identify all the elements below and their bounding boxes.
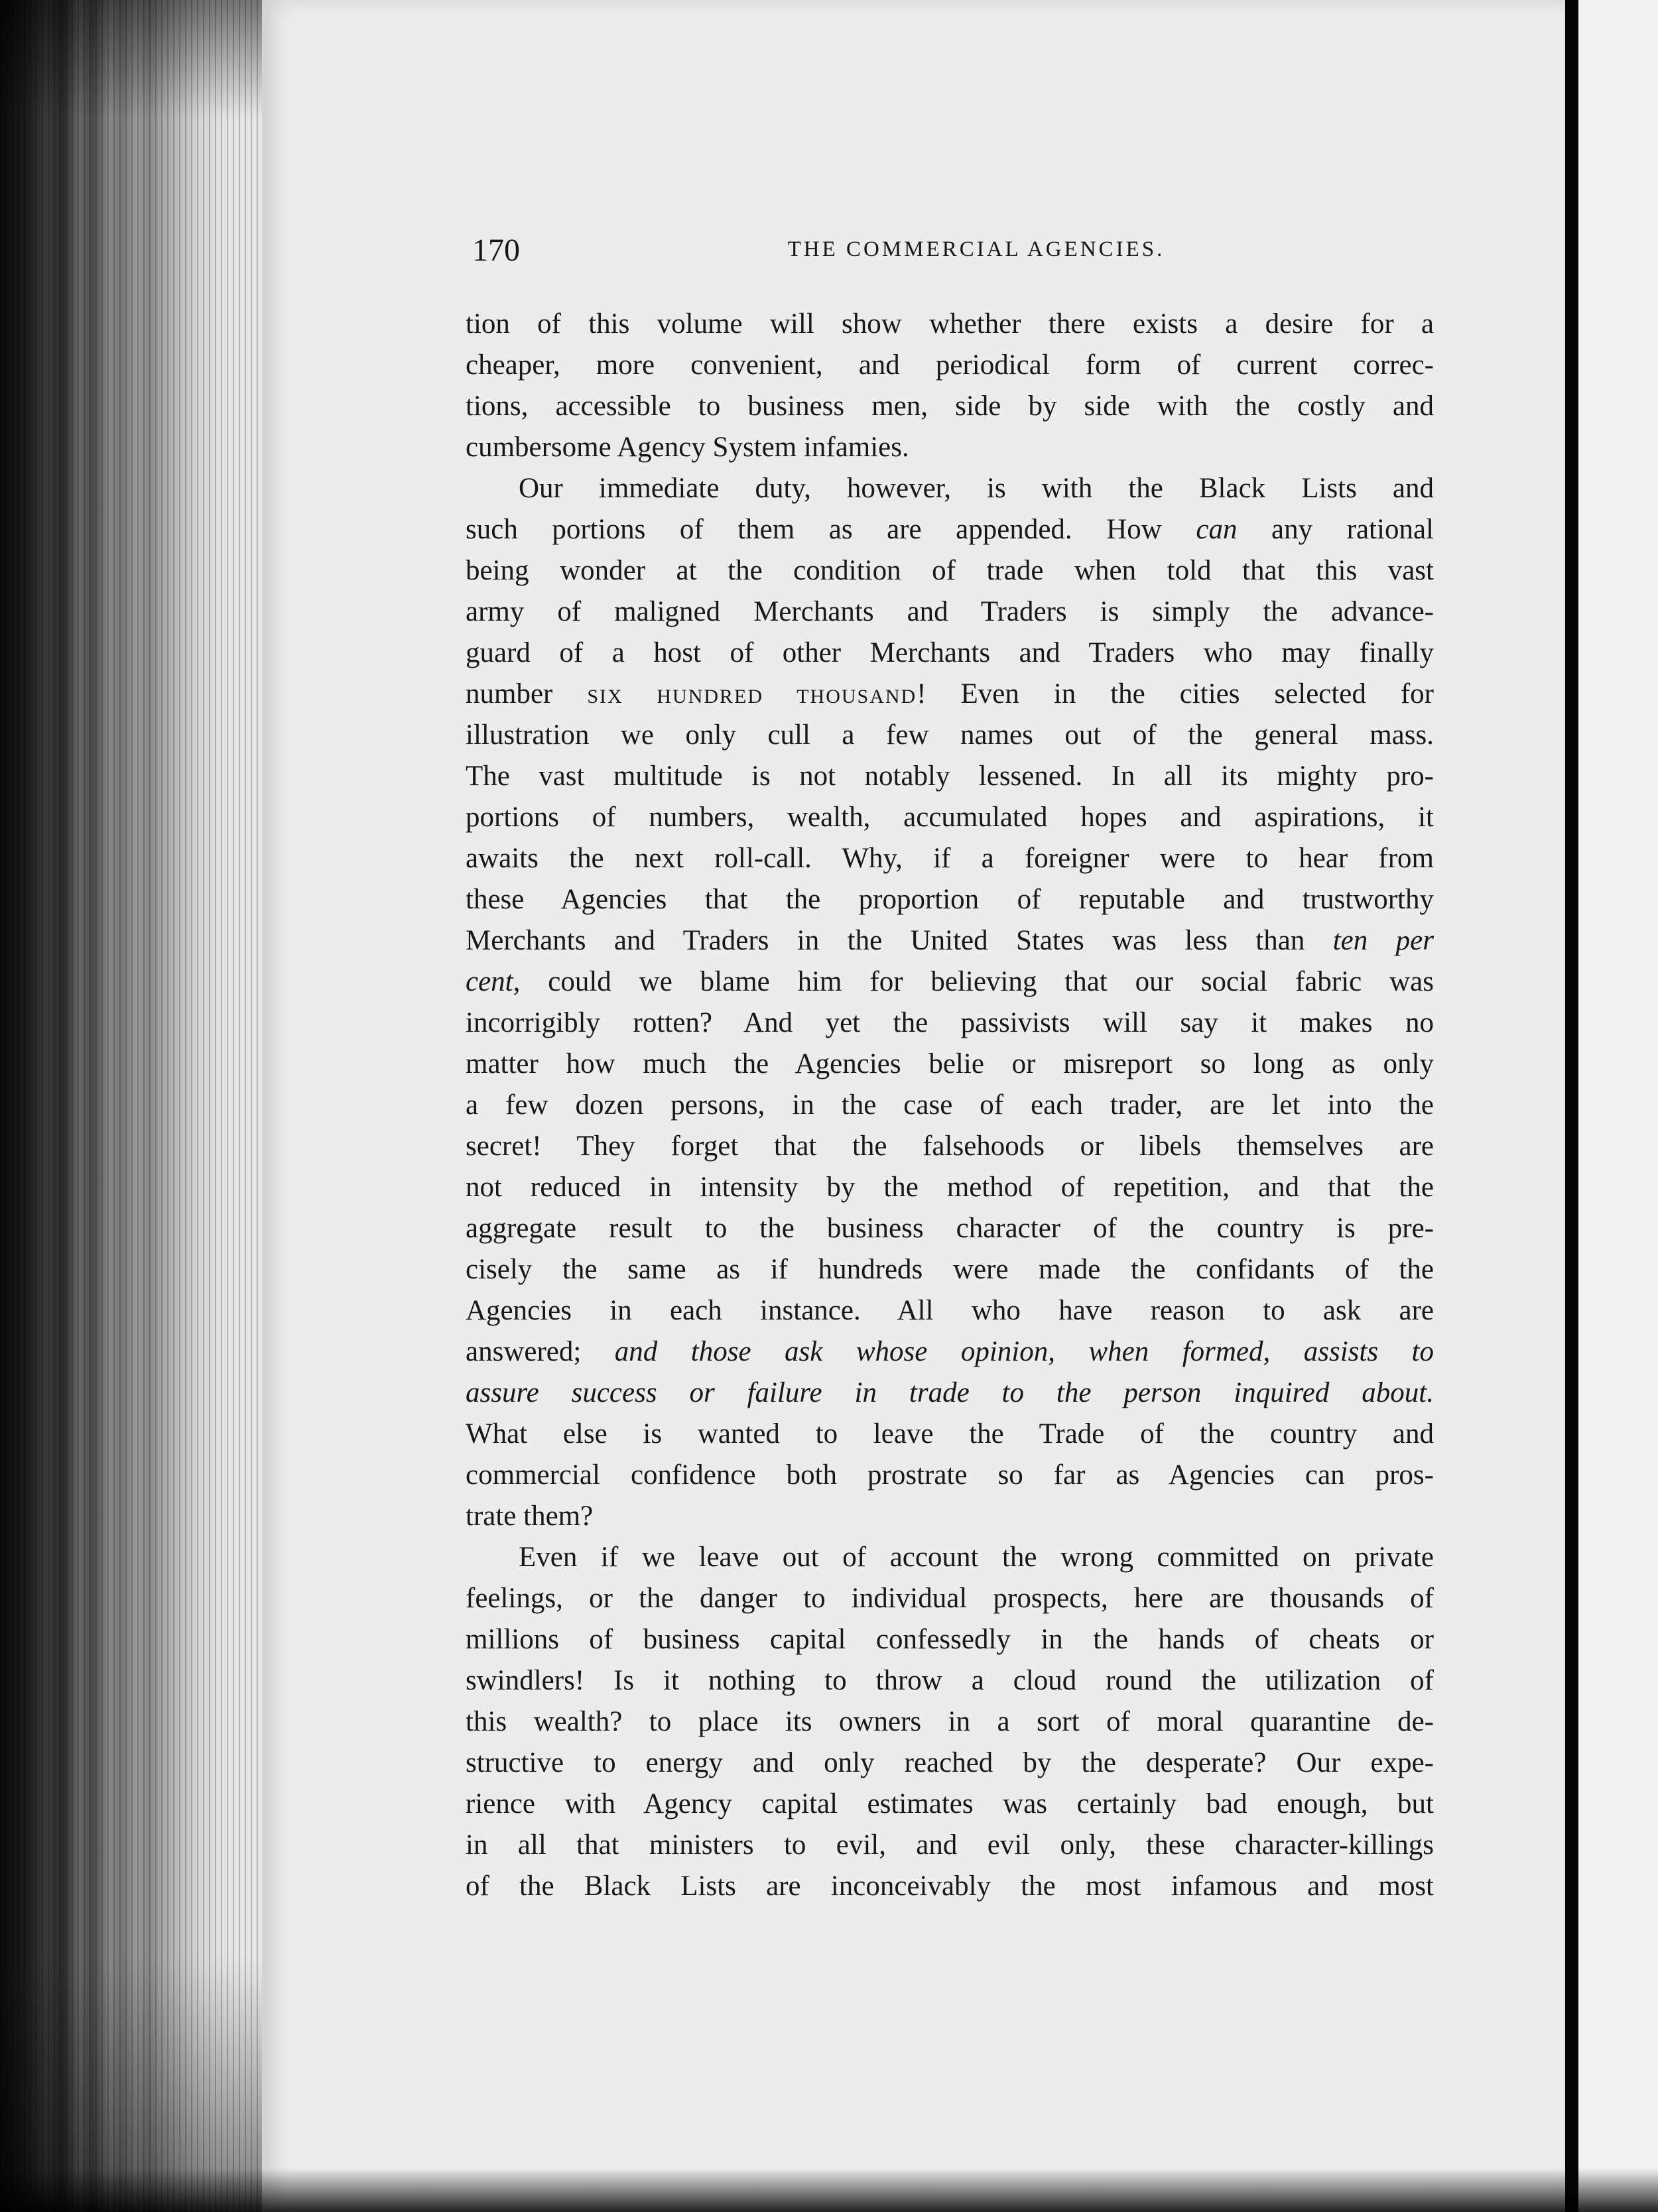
scan-bottom-edge xyxy=(0,2168,1658,2212)
text-line: these Agencies that the proportion of reputable and trustworthy xyxy=(466,884,1434,915)
text-line xyxy=(466,1331,1434,1373)
body-text xyxy=(466,304,1434,1907)
text-line: matter how much the Agencies belie or misreport so long as only xyxy=(466,1048,1434,1079)
text-line: cumbersome Agency System infamies. xyxy=(466,432,909,463)
text-line xyxy=(466,961,1434,1003)
text-run: ! Even in the cities selected for xyxy=(917,678,1434,709)
text-line: of the Black Lists are inconceivably the most infamous and most xyxy=(466,1871,1434,1902)
text-line: a few dozen persons, in the case of each trader, are let into the xyxy=(466,1089,1434,1121)
text-line xyxy=(466,920,1434,961)
text-line: trate them? xyxy=(466,1501,594,1532)
small-caps-run: SIX HUNDRED THOUSAND xyxy=(587,686,917,707)
facing-page-edge xyxy=(1578,0,1658,2212)
text-line: in all that ministers to evil, and evil only, these character-killings xyxy=(466,1829,1434,1861)
text-line xyxy=(466,1373,1434,1414)
text-line: millions of business capital confessedly in the hands of cheats or xyxy=(466,1624,1434,1655)
italic-run: cent, xyxy=(466,966,521,997)
italic-run: assure success or failure in trade to the person inquired about. xyxy=(466,1377,1434,1408)
text-line: tions, accessible to business men, side by side with the costly and xyxy=(466,391,1434,422)
spine-shadow xyxy=(0,0,265,2212)
page-gutter xyxy=(1565,0,1578,2212)
text-line xyxy=(466,674,1434,715)
running-head xyxy=(472,232,1440,278)
text-line: Even if we leave out of account the wrong committed on private xyxy=(519,1542,1434,1573)
text-line: this wealth? to place its owners in a sort of moral quarantine de- xyxy=(466,1706,1434,1737)
text-line: What else is wanted to leave the Trade of the country and xyxy=(466,1418,1434,1449)
text-run: could we blame him for believing that our social fabric was xyxy=(520,966,1434,997)
text-line: tion of this volume will show whether there exists a desire for a xyxy=(466,308,1434,339)
text-line: cisely the same as if hundreds were made the confidants of the xyxy=(466,1254,1434,1285)
italic-run: ten per xyxy=(1332,925,1434,956)
text-line: portions of numbers, wealth, accumulated hopes and aspirations, it xyxy=(466,802,1434,833)
text-line: Agencies in each instance. All who have reason to ask are xyxy=(466,1295,1434,1326)
text-line: swindlers! Is it nothing to throw a cloud round the utilization of xyxy=(466,1665,1434,1696)
text-line: Our immediate duty, however, is with the Black Lists and xyxy=(519,473,1434,504)
text-line: illustration we only cull a few names out of the general mass. xyxy=(466,719,1434,751)
text-line: army of maligned Merchants and Traders is simply the advance- xyxy=(466,596,1434,627)
italic-run: can xyxy=(1196,514,1238,545)
text-line: aggregate result to the business character of the country is pre- xyxy=(466,1213,1434,1244)
text-line: awaits the next roll-call. Why, if a foreigner were to hear from xyxy=(466,843,1434,874)
text-run: any rational xyxy=(1237,514,1434,545)
running-head-title: THE COMMERCIAL AGENCIES. xyxy=(787,237,1165,261)
text-line: rience with Agency capital estimates was certainly bad enough, but xyxy=(466,1788,1434,1819)
text-run: Merchants and Traders in the United States was less than xyxy=(466,925,1333,956)
text-run: answered; xyxy=(466,1336,615,1367)
text-line: not reduced in intensity by the method of repetition, and that the xyxy=(466,1172,1434,1203)
italic-run: and those ask whose opinion, when formed, assists to xyxy=(614,1336,1434,1367)
text-run: such portions of them as are appended. How xyxy=(466,514,1196,545)
text-line xyxy=(466,509,1434,550)
page-number: 170 xyxy=(472,233,520,268)
text-line: cheaper, more convenient, and periodical form of current correc- xyxy=(466,349,1434,381)
text-line: The vast multitude is not notably lessened. In all its mighty pro- xyxy=(466,761,1434,792)
text-line: incorrigibly rotten? And yet the passivists will say it makes no xyxy=(466,1007,1434,1038)
text-line: guard of a host of other Merchants and Traders who may finally xyxy=(466,637,1434,668)
text-run: number xyxy=(466,678,588,709)
text-line: commercial confidence both prostrate so far as Agencies can pros- xyxy=(466,1459,1434,1491)
text-line: being wonder at the condition of trade when told that this vast xyxy=(466,555,1434,586)
text-line: secret! They forget that the falsehoods or libels themselves are xyxy=(466,1131,1434,1162)
text-line: feelings, or the danger to individual prospects, here are thousands of xyxy=(466,1583,1434,1614)
text-line: structive to energy and only reached by the desperate? Our expe- xyxy=(466,1747,1434,1778)
